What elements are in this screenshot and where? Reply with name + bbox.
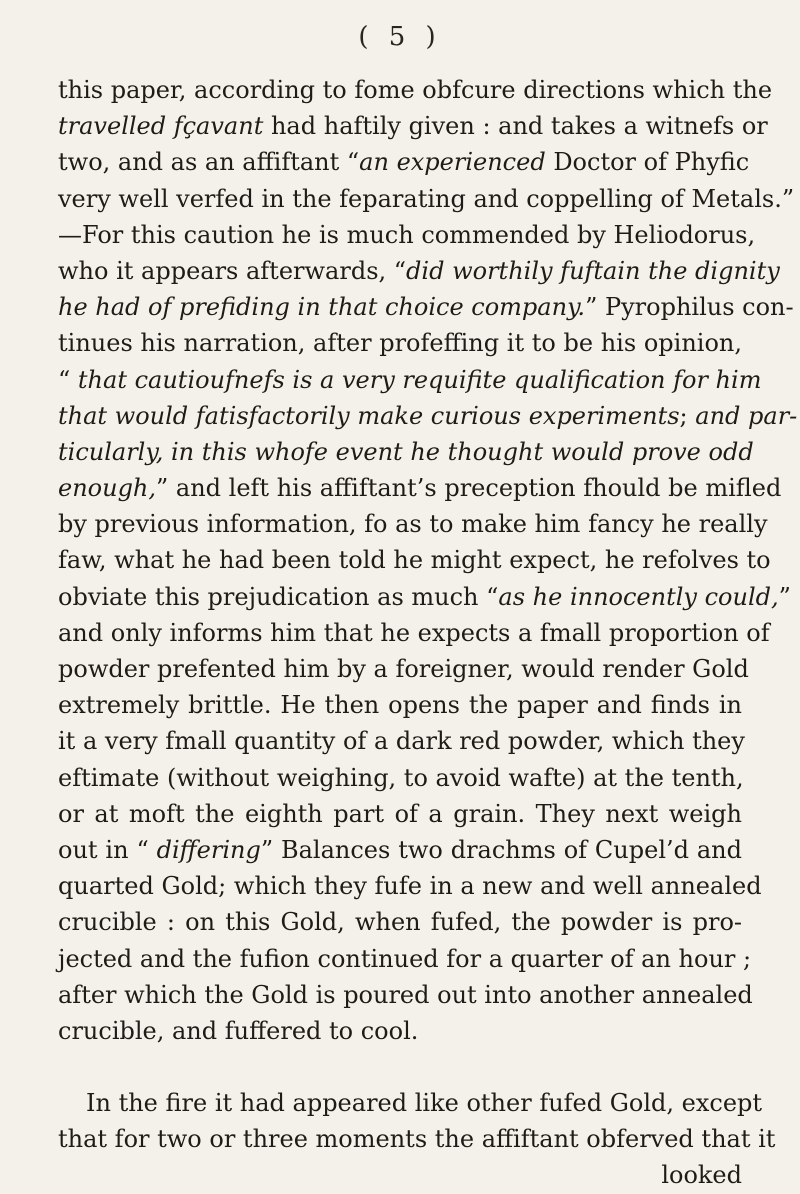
text-line	[58, 579, 791, 615]
text-line	[58, 832, 742, 868]
roman-text: who it appears afterwards, “	[58, 256, 407, 285]
roman-text: after which the Gold is poured out into another annealed	[58, 980, 753, 1009]
text-line	[58, 687, 742, 723]
text-line	[58, 434, 754, 470]
text-line	[58, 470, 782, 506]
roman-text: ” Pyrophilus con-	[585, 293, 794, 322]
roman-text: out in “	[58, 835, 157, 864]
roman-text: tinues his narration, after profeffing it to be his opinion,	[58, 329, 742, 358]
text-line	[58, 904, 742, 940]
italic-text: that cautioufnefs is a very requifite qualification for him	[77, 365, 762, 394]
italic-text: ticularly, in this whofe event he thought would prove odd	[58, 437, 754, 466]
roman-text: or at moft the eighth part of a grain. They next weigh	[58, 799, 742, 828]
italic-text: differing	[156, 835, 261, 864]
roman-text: two, and as an affiftant “	[58, 148, 360, 177]
roman-text: that for two or three moments the affiftant obferved that it	[58, 1125, 776, 1154]
text-line	[58, 542, 771, 578]
roman-text: ” and left his affiftant’s preception fhould be mifled	[156, 474, 782, 503]
roman-text: jected and the fufion continued for a quarter of an hour ;	[58, 944, 752, 973]
roman-text: very well verfed in the feparating and coppelling of Metals.”	[58, 184, 795, 213]
text-line	[58, 253, 780, 289]
text-line	[58, 796, 742, 832]
text-line	[58, 289, 794, 325]
italic-text: that would fatisfactorily make curious experiments	[58, 401, 680, 430]
italic-text: he had of prefiding in that choice company.	[58, 293, 586, 322]
text-line	[58, 977, 753, 1013]
roman-text: had haftily given : and takes a witnefs or	[263, 112, 768, 141]
text-line	[58, 325, 742, 361]
text-line	[58, 217, 756, 253]
text-line	[58, 615, 770, 651]
roman-text: extremely brittle. He then opens the paper and finds in	[58, 691, 742, 720]
italic-text: an experienced	[359, 148, 546, 177]
roman-text: quarted Gold; which they fufe in a new and well annealed	[58, 872, 762, 901]
text-line	[58, 760, 742, 796]
roman-text: obviate this prejudication as much “	[58, 582, 499, 611]
roman-text: and only informs him that he expects a fmall proportion of	[58, 618, 770, 647]
text-line	[58, 868, 762, 904]
italic-text: as he innocently could,	[498, 582, 779, 611]
roman-text: it a very fmall quantity of a dark red powder, which they	[58, 727, 745, 756]
text-line	[58, 941, 752, 977]
roman-text: faw, what he had been told he might expect, he refolves to	[58, 546, 771, 575]
text-line	[58, 72, 773, 108]
roman-text: eftimate (without weighing, to avoid wafte) at the tenth,	[58, 763, 744, 792]
text-line	[58, 651, 749, 687]
text-line	[58, 181, 795, 217]
roman-text: powder prefented him by a foreigner, would render Gold	[58, 655, 749, 683]
text-line	[58, 1085, 763, 1121]
roman-text: by previous information, fo as to make him fancy he really	[58, 510, 768, 539]
text-line	[58, 108, 768, 144]
roman-text: this paper, according to fome obfcure directions which the	[58, 76, 773, 104]
text-line	[58, 398, 798, 434]
roman-text: Doctor of Phyfic	[545, 148, 750, 177]
italic-text: did worthily fuftain the dignity	[406, 256, 780, 285]
text-line	[58, 723, 745, 759]
text-line	[58, 1121, 776, 1157]
paragraph-gap	[58, 1049, 742, 1085]
roman-text: crucible : on this Gold, when fufed, the powder is pro-	[58, 908, 742, 937]
page-number: ( 5 )	[358, 22, 442, 52]
roman-text: ” Balances two drachms of Cupel’d and	[260, 835, 742, 864]
italic-text: enough,	[58, 474, 157, 503]
roman-text: —For this caution he is much commended by Heliodorus,	[58, 220, 756, 249]
roman-text: “	[58, 365, 78, 394]
roman-text: crucible, and fuffered to cool.	[58, 1016, 419, 1045]
italic-text: and par-	[695, 401, 798, 430]
text-line	[58, 362, 762, 398]
text-line	[58, 506, 768, 542]
body-text	[58, 72, 798, 1194]
text-line	[58, 144, 750, 180]
roman-text: ”	[778, 582, 791, 611]
roman-text: In the fire it had appeared like other fufed Gold, except	[86, 1089, 763, 1118]
text-line	[58, 1013, 742, 1049]
roman-text: ;	[679, 401, 696, 430]
catchword: looked	[661, 1161, 742, 1190]
italic-text: travelled fçavant	[58, 112, 264, 141]
